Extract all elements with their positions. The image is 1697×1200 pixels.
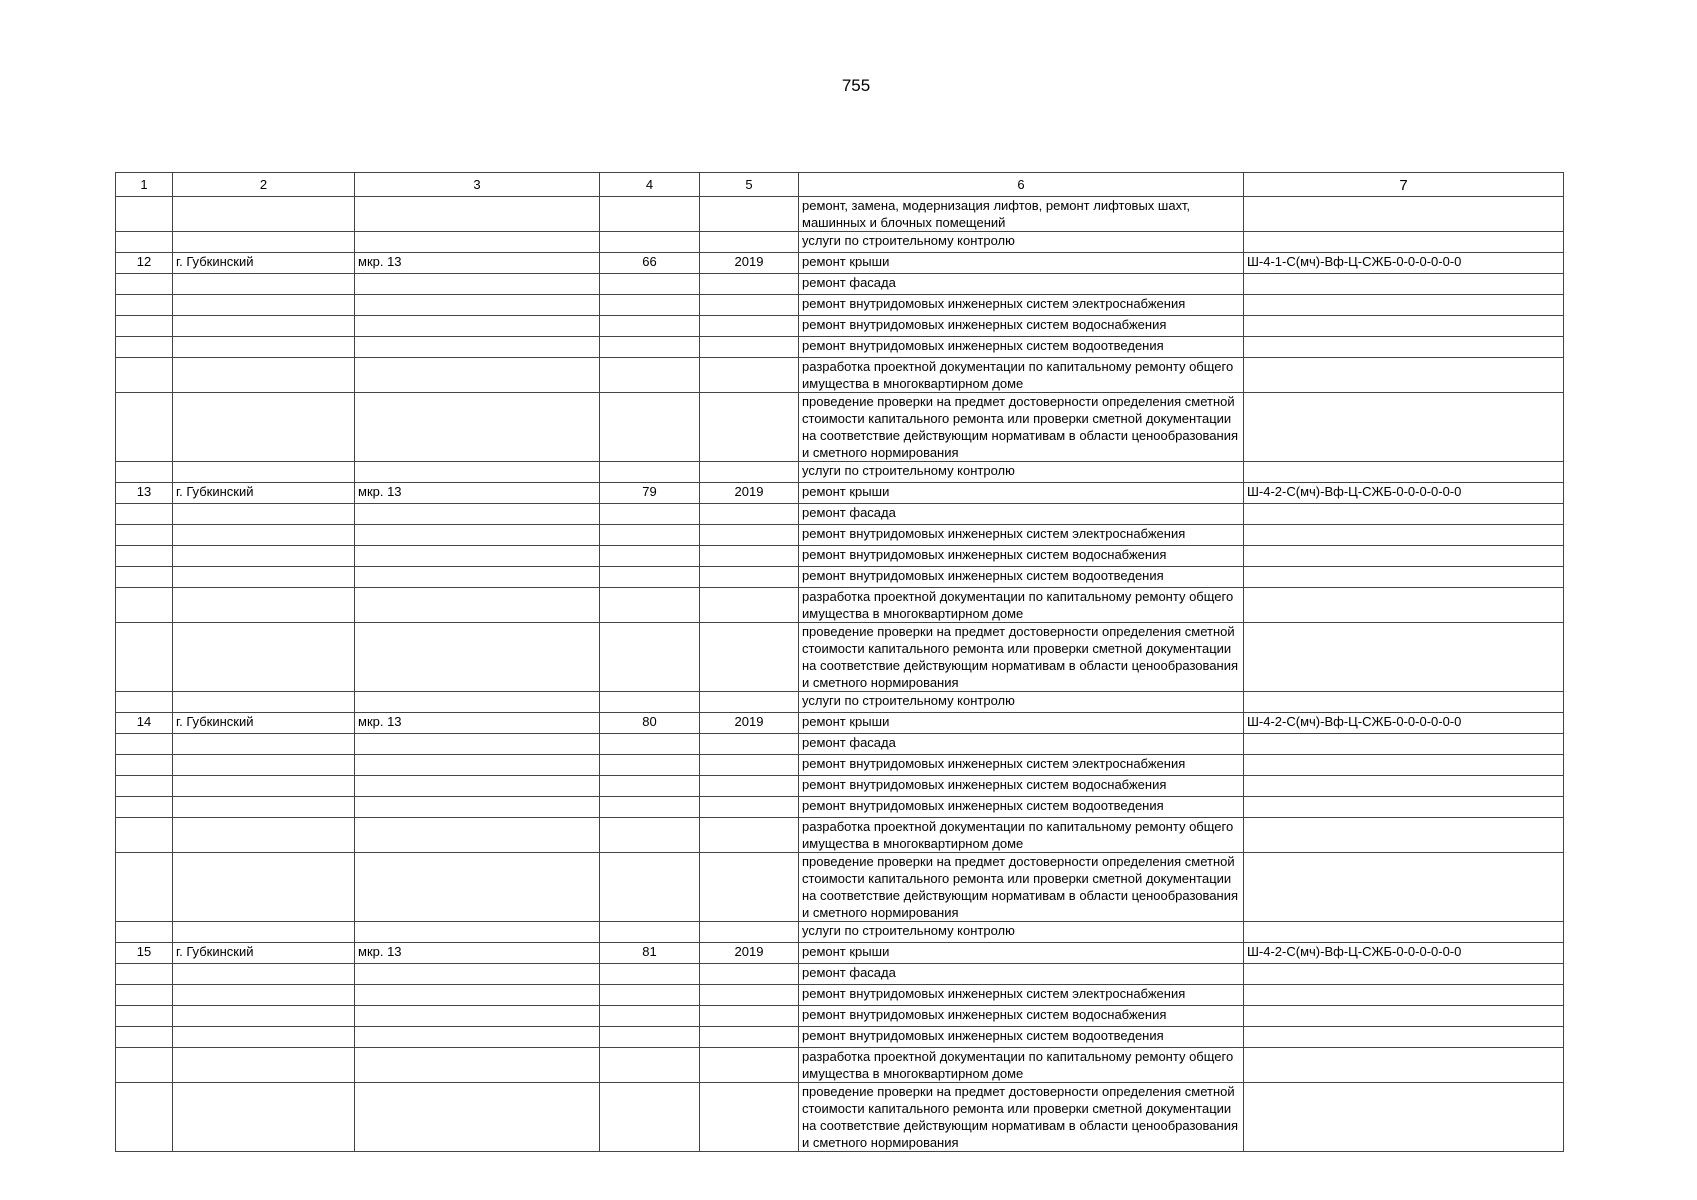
cell-year [700,818,799,853]
cell-work-type: услуги по строительному контролю [799,922,1244,943]
cell-house: 79 [600,483,700,504]
table-row [116,1048,1564,1083]
cell-address [355,964,600,985]
cell-house [600,985,700,1006]
table-row [116,623,1564,692]
cell-city [173,922,355,943]
cell-code [1244,316,1564,337]
cell-year [700,316,799,337]
cell-city [173,197,355,232]
table-row [116,197,1564,232]
table-row [116,692,1564,713]
cell-city [173,818,355,853]
cell-city [173,358,355,393]
cell-address [355,393,600,462]
cell-code [1244,525,1564,546]
cell-number [116,316,173,337]
cell-address [355,818,600,853]
cell-number: 14 [116,713,173,734]
cell-number [116,588,173,623]
cell-house [600,755,700,776]
cell-year [700,797,799,818]
cell-number [116,504,173,525]
cell-work-type: ремонт крыши [799,483,1244,504]
cell-number [116,797,173,818]
page-number: 755 [841,76,871,95]
cell-house: 81 [600,943,700,964]
cell-work-type: ремонт внутридомовых инженерных систем водоотведения [799,1027,1244,1048]
table-row [116,567,1564,588]
cell-work-type: ремонт внутридомовых инженерных систем водоснабжения [799,1006,1244,1027]
cell-number [116,755,173,776]
cell-city [173,546,355,567]
cell-city: г. Губкинский [173,713,355,734]
cell-year [700,567,799,588]
cell-city [173,776,355,797]
cell-number [116,567,173,588]
cell-work-type: ремонт крыши [799,253,1244,274]
cell-house [600,393,700,462]
cell-number [116,462,173,483]
repair-schedule-table [115,172,1564,1152]
table-row [116,964,1564,985]
table-row [116,943,1564,964]
table-row [116,922,1564,943]
cell-code [1244,985,1564,1006]
table-row [116,734,1564,755]
cell-year [700,232,799,253]
cell-work-type: разработка проектной документации по капитальному ремонту общего имущества в многоквартирном доме [799,1048,1244,1083]
cell-house [600,274,700,295]
cell-house [600,964,700,985]
cell-city [173,295,355,316]
cell-address [355,567,600,588]
cell-house [600,462,700,483]
cell-address [355,1006,600,1027]
table-row [116,295,1564,316]
cell-year [700,1006,799,1027]
cell-city [173,1083,355,1152]
cell-year [700,776,799,797]
cell-code [1244,1027,1564,1048]
cell-city [173,1048,355,1083]
cell-number [116,1048,173,1083]
cell-address [355,776,600,797]
table-row [116,358,1564,393]
cell-address [355,462,600,483]
cell-house [600,1048,700,1083]
cell-city [173,588,355,623]
cell-work-type: ремонт внутридомовых инженерных систем электроснабжения [799,295,1244,316]
cell-address [355,922,600,943]
cell-work-type: ремонт внутридомовых инженерных систем водоснабжения [799,546,1244,567]
cell-work-type: ремонт фасада [799,504,1244,525]
cell-address [355,1083,600,1152]
cell-city: г. Губкинский [173,253,355,274]
cell-address: мкр. 13 [355,713,600,734]
cell-number [116,1006,173,1027]
cell-number [116,776,173,797]
cell-work-type: ремонт внутридомовых инженерных систем водоотведения [799,337,1244,358]
cell-house [600,922,700,943]
cell-year [700,525,799,546]
cell-house [600,797,700,818]
cell-address: мкр. 13 [355,253,600,274]
table-row [116,337,1564,358]
table-row [116,253,1564,274]
cell-address [355,197,600,232]
cell-work-type: проведение проверки на предмет достоверности определения сметной стоимости капитального ремонта или проверки сметной документации на соответствие действующим нормативам в области ценообразования и сметного нормирования [799,623,1244,692]
cell-code [1244,1083,1564,1152]
cell-number: 13 [116,483,173,504]
cell-code [1244,358,1564,393]
cell-work-type: ремонт крыши [799,943,1244,964]
cell-work-type: проведение проверки на предмет достоверности определения сметной стоимости капитального ремонта или проверки сметной документации на соответствие действующим нормативам в области ценообразования и сметного нормирования [799,393,1244,462]
cell-code [1244,462,1564,483]
cell-address [355,358,600,393]
cell-house [600,337,700,358]
table-row [116,713,1564,734]
cell-number [116,734,173,755]
cell-number [116,623,173,692]
cell-house [600,504,700,525]
cell-code [1244,197,1564,232]
table-row [116,546,1564,567]
cell-year [700,504,799,525]
cell-address [355,1027,600,1048]
cell-number [116,393,173,462]
table-row [116,1006,1564,1027]
cell-address [355,853,600,922]
column-header: 4 [600,173,700,197]
cell-number [116,546,173,567]
cell-house [600,818,700,853]
table-row [116,504,1564,525]
table-row [116,588,1564,623]
cell-address [355,232,600,253]
cell-address: мкр. 13 [355,943,600,964]
cell-number [116,818,173,853]
cell-address [355,588,600,623]
cell-year [700,197,799,232]
cell-city [173,462,355,483]
cell-house [600,853,700,922]
cell-year [700,462,799,483]
cell-code [1244,567,1564,588]
column-header: 7 [1244,173,1564,197]
cell-year [700,337,799,358]
table-row [116,232,1564,253]
cell-city [173,853,355,922]
cell-address [355,504,600,525]
cell-address [355,797,600,818]
cell-city [173,1006,355,1027]
cell-year [700,295,799,316]
cell-number [116,358,173,393]
cell-number [116,692,173,713]
cell-house [600,776,700,797]
cell-address [355,734,600,755]
cell-code [1244,588,1564,623]
table-body [116,173,1564,1152]
cell-house [600,734,700,755]
cell-code [1244,692,1564,713]
cell-code [1244,274,1564,295]
cell-address [355,316,600,337]
cell-city [173,504,355,525]
cell-address [355,546,600,567]
cell-number: 12 [116,253,173,274]
cell-address [355,623,600,692]
cell-work-type: ремонт, замена, модернизация лифтов, ремонт лифтовых шахт, машинных и блочных помещений [799,197,1244,232]
cell-work-type: ремонт фасада [799,734,1244,755]
cell-city [173,525,355,546]
cell-year: 2019 [700,943,799,964]
cell-number [116,985,173,1006]
cell-year [700,755,799,776]
cell-year [700,546,799,567]
cell-work-type: разработка проектной документации по капитальному ремонту общего имущества в многоквартирном доме [799,358,1244,393]
cell-code [1244,337,1564,358]
cell-address [355,337,600,358]
cell-code [1244,755,1564,776]
cell-city [173,316,355,337]
cell-code [1244,504,1564,525]
cell-year [700,1048,799,1083]
cell-number [116,232,173,253]
cell-code [1244,818,1564,853]
cell-work-type: услуги по строительному контролю [799,232,1244,253]
cell-code: Ш-4-1-С(мч)-Вф-Ц-СЖБ-0-0-0-0-0-0 [1244,253,1564,274]
cell-year: 2019 [700,713,799,734]
table-row [116,393,1564,462]
cell-address [355,1048,600,1083]
cell-city: г. Губкинский [173,943,355,964]
column-header: 5 [700,173,799,197]
cell-city [173,232,355,253]
cell-number: 15 [116,943,173,964]
cell-house [600,295,700,316]
cell-code [1244,853,1564,922]
cell-code: Ш-4-2-С(мч)-Вф-Ц-СЖБ-0-0-0-0-0-0 [1244,943,1564,964]
cell-number [116,525,173,546]
column-header: 1 [116,173,173,197]
cell-city [173,623,355,692]
cell-work-type: ремонт фасада [799,274,1244,295]
cell-work-type: разработка проектной документации по капитальному ремонту общего имущества в многоквартирном доме [799,588,1244,623]
cell-address [355,755,600,776]
cell-code [1244,1048,1564,1083]
cell-code [1244,546,1564,567]
table-row [116,776,1564,797]
cell-work-type: ремонт внутридомовых инженерных систем электроснабжения [799,755,1244,776]
cell-work-type: разработка проектной документации по капитальному ремонту общего имущества в многоквартирном доме [799,818,1244,853]
cell-city [173,393,355,462]
cell-number [116,964,173,985]
cell-year [700,393,799,462]
column-header: 3 [355,173,600,197]
header-row [116,173,1564,197]
cell-code: Ш-4-2-С(мч)-Вф-Ц-СЖБ-0-0-0-0-0-0 [1244,713,1564,734]
cell-code: Ш-4-2-С(мч)-Вф-Ц-СЖБ-0-0-0-0-0-0 [1244,483,1564,504]
cell-year [700,1027,799,1048]
cell-city: г. Губкинский [173,483,355,504]
cell-house: 66 [600,253,700,274]
cell-work-type: услуги по строительному контролю [799,692,1244,713]
cell-city [173,985,355,1006]
cell-house [600,358,700,393]
cell-city [173,567,355,588]
cell-house [600,1083,700,1152]
cell-city [173,274,355,295]
cell-number [116,1083,173,1152]
cell-house [600,567,700,588]
cell-house [600,232,700,253]
cell-code [1244,776,1564,797]
table-row [116,316,1564,337]
cell-code [1244,797,1564,818]
cell-number [116,197,173,232]
table-row [116,525,1564,546]
cell-year [700,1083,799,1152]
cell-code [1244,1006,1564,1027]
cell-address [355,295,600,316]
cell-code [1244,393,1564,462]
cell-year: 2019 [700,253,799,274]
cell-year [700,588,799,623]
cell-code [1244,232,1564,253]
cell-number [116,274,173,295]
table-row [116,462,1564,483]
cell-house [600,692,700,713]
table-row [116,1083,1564,1152]
cell-work-type: проведение проверки на предмет достоверности определения сметной стоимости капитального ремонта или проверки сметной документации на соответствие действующим нормативам в области ценообразования и сметного нормирования [799,853,1244,922]
cell-year [700,964,799,985]
table-row [116,985,1564,1006]
cell-house [600,623,700,692]
cell-year [700,853,799,922]
cell-year [700,623,799,692]
cell-code [1244,295,1564,316]
cell-house [600,546,700,567]
cell-year [700,692,799,713]
cell-city [173,734,355,755]
cell-work-type: ремонт внутридомовых инженерных систем водоотведения [799,797,1244,818]
cell-work-type: услуги по строительному контролю [799,462,1244,483]
table-row [116,755,1564,776]
cell-work-type: ремонт внутридомовых инженерных систем водоотведения [799,567,1244,588]
table-row [116,483,1564,504]
cell-work-type: ремонт внутридомовых инженерных систем водоснабжения [799,316,1244,337]
cell-city [173,1027,355,1048]
table-row [116,818,1564,853]
cell-address [355,525,600,546]
cell-house [600,1027,700,1048]
cell-number [116,922,173,943]
cell-house [600,525,700,546]
cell-house [600,1006,700,1027]
cell-year: 2019 [700,483,799,504]
cell-city [173,797,355,818]
cell-code [1244,964,1564,985]
cell-number [116,1027,173,1048]
cell-address: мкр. 13 [355,483,600,504]
cell-work-type: проведение проверки на предмет достоверности определения сметной стоимости капитального ремонта или проверки сметной документации на соответствие действующим нормативам в области ценообразования и сметного нормирования [799,1083,1244,1152]
cell-city [173,964,355,985]
cell-code [1244,734,1564,755]
cell-work-type: ремонт внутридомовых инженерных систем электроснабжения [799,525,1244,546]
table-row [116,797,1564,818]
cell-city [173,337,355,358]
cell-work-type: ремонт крыши [799,713,1244,734]
cell-house [600,588,700,623]
cell-code [1244,922,1564,943]
cell-work-type: ремонт внутридомовых инженерных систем электроснабжения [799,985,1244,1006]
cell-year [700,274,799,295]
cell-year [700,922,799,943]
cell-work-type: ремонт внутридомовых инженерных систем водоснабжения [799,776,1244,797]
cell-code [1244,623,1564,692]
cell-city [173,755,355,776]
cell-work-type: ремонт фасада [799,964,1244,985]
table-row [116,274,1564,295]
cell-address [355,985,600,1006]
cell-number [116,295,173,316]
cell-address [355,692,600,713]
cell-year [700,734,799,755]
cell-number [116,337,173,358]
cell-year [700,358,799,393]
cell-city [173,692,355,713]
cell-address [355,274,600,295]
cell-house: 80 [600,713,700,734]
cell-house [600,316,700,337]
cell-number [116,853,173,922]
table-row [116,1027,1564,1048]
column-header: 2 [173,173,355,197]
cell-year [700,985,799,1006]
cell-house [600,197,700,232]
column-header: 6 [799,173,1244,197]
table-row [116,853,1564,922]
